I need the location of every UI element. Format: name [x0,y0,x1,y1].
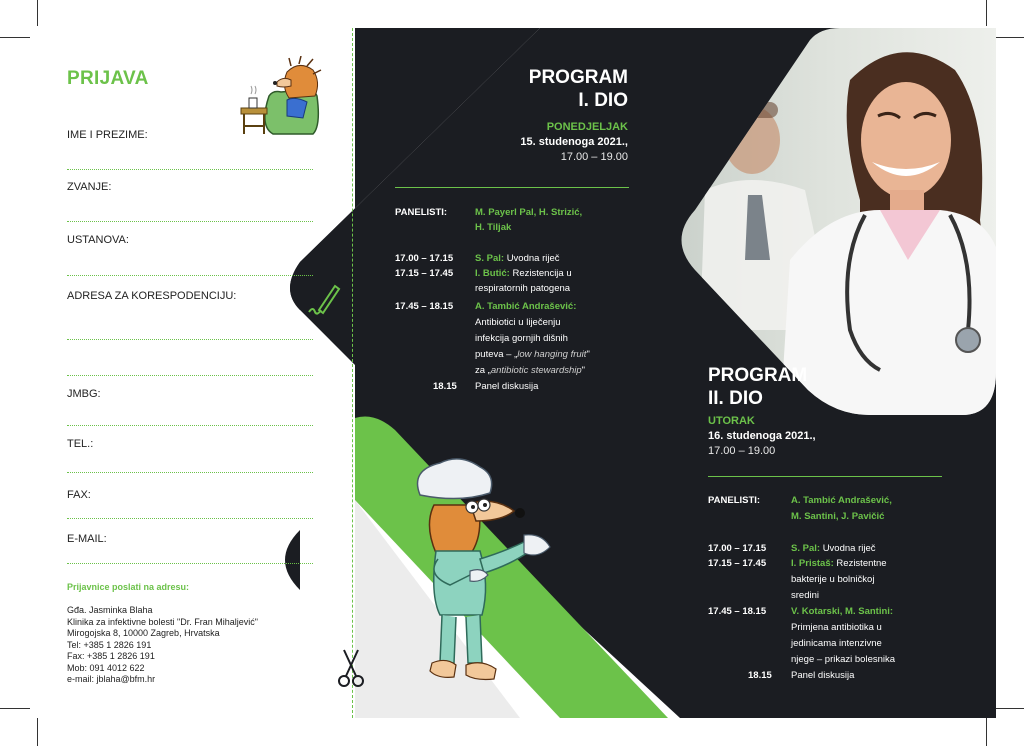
address-line: Fax: +385 1 2826 191 [67,651,155,661]
part2-item-line: sredini [791,590,819,601]
field-label-address: ADRESA ZA KORESPODENCIJU: [67,290,237,302]
fold-line [352,28,353,718]
part2-item-time: 18.15 [748,670,772,681]
part1-separator [395,187,629,188]
field-label-email: E-MAIL: [67,533,107,545]
part1-item-line: Rezistencija u [512,268,572,279]
part1-item-time: 17.15 – 17.45 [395,268,454,279]
text-fragment: " [581,365,586,376]
address-line: Tel: +385 1 2826 191 [67,639,152,650]
field-label-title: ZVANJE: [67,181,112,193]
field-line-fax[interactable] [67,518,313,519]
part1-panel-label: PANELISTI: [395,207,448,218]
part1-panel-names-2: H. Tiljak [475,222,512,233]
field-line-address-1[interactable] [67,339,313,340]
part2-item-line: Panel diskusija [791,670,855,681]
field-line-tel[interactable] [67,472,313,473]
part1-item-line: infekcija gornjih dišnih [475,333,568,344]
registration-form [37,28,352,718]
part1-schedule [395,205,635,405]
part2-date: 16. studenoga 2021., [708,430,816,442]
form-title: PRIJAVA [67,68,149,89]
part1-date: 15. studenoga 2021., [520,136,628,148]
part2-item-line: jedinicama intenzivne [791,638,882,649]
field-line-jmbg[interactable] [67,425,313,426]
address-line: Mirogojska 8, 10000 Zagreb, Hrvatska [67,628,220,638]
text-fragment: za „ [475,365,491,376]
part1-day: PONEDJELJAK [546,121,628,133]
address-title: Prijavnice poslati na adresu: [67,582,190,592]
hedgehog-doctor-illustration [410,455,560,690]
part1-item-speaker: A. Tambić Andrašević: [475,301,577,312]
part2-item-speaker: S. Pal: [791,543,821,554]
field-line-institution[interactable] [67,275,313,276]
part2-panel-names-1: A. Tambić Andrašević, [791,495,892,506]
part2-item-line: njege – prikazi bolesnika [791,654,896,665]
part2-item-desc [791,556,887,571]
part2-item-time: 17.00 – 17.15 [708,543,767,554]
part1-item-desc [475,251,560,266]
part2-item-time: 17.45 – 18.15 [708,606,767,617]
field-label-name: IME I PREZIME: [67,129,148,141]
field-label-jmbg: JMBG: [67,388,101,400]
part2-day: UTORAK [708,415,755,427]
part2-title [708,364,807,410]
part1-title [468,66,628,112]
part1-time: 17.00 – 19.00 [560,151,628,163]
part2-date-block [708,414,816,459]
field-line-name[interactable] [67,169,313,170]
part1-item-line [475,363,585,378]
part2-item-speaker: I. Pristaš: [791,558,834,569]
part1-title-line2: I. DIO [578,90,628,111]
field-line-email[interactable] [67,563,313,564]
address-line: Klinika za infektivne bolesti "Dr. Fran Mihaljević" [67,616,258,627]
part1-item-speaker: I. Butić: [475,268,510,279]
part2-separator [708,476,942,477]
part2-panel-names-2: M. Santini, J. Pavičić [791,511,885,522]
part2-title-line1: PROGRAM [708,365,808,386]
part1-item-line: Antibiotici u liječenju [475,317,561,328]
part2-time: 17.00 – 19.00 [708,445,776,457]
part2-item-line: Uvodna riječ [822,543,876,554]
part1-panel-names-1: M. Payerl Pal, H. Strizić, [475,207,583,218]
part2-title-line2: II. DIO [708,388,763,409]
hedgehog-armchair-illustration [229,56,325,142]
part1-item-time: 17.00 – 17.15 [395,253,454,264]
field-label-tel: TEL.: [67,438,94,450]
field-line-title[interactable] [67,221,313,222]
part1-item-line: Uvodna riječ [506,253,560,264]
text-fragment-italic: antibiotic stewardship [490,365,582,376]
part2-item-time: 17.15 – 17.45 [708,558,767,569]
part1-item-time: 18.15 [433,381,457,392]
part1-item-speaker: S. Pal: [475,253,505,264]
part2-item-line: Rezistentne [836,558,887,569]
scissors-icon [336,648,366,690]
pen-icon [305,280,345,320]
address-line: e-mail: jblaha@bfm.hr [67,674,156,684]
part1-item-line: respiratornih patogena [475,283,571,294]
part1-date-block [448,120,628,165]
text-fragment: " [586,349,590,360]
part1-title-line1: PROGRAM [528,67,628,88]
address-block [67,605,258,686]
part2-item-line: bakterije u bolničkoj [791,574,875,585]
field-label-fax: FAX: [67,489,91,501]
part2-schedule [708,493,988,693]
part2-item-desc [791,541,876,556]
text-fragment-italic: low hanging fruit [517,349,587,360]
address-line: Mob: 091 4012 622 [67,662,145,673]
part2-item-speaker: V. Kotarski, M. Santini: [791,606,894,617]
part2-panel-label: PANELISTI: [708,495,761,506]
field-line-address-2[interactable] [67,375,313,376]
part1-item-line [475,347,590,362]
part1-item-desc [475,266,572,281]
part1-item-time: 17.45 – 18.15 [395,301,454,312]
part2-item-line: Primjena antibiotika u [791,622,882,633]
field-label-institution: USTANOVA: [67,234,129,246]
address-line: Gđa. Jasminka Blaha [67,605,153,615]
text-fragment: puteva – „ [475,349,518,360]
part1-item-line: Panel diskusija [475,381,539,392]
